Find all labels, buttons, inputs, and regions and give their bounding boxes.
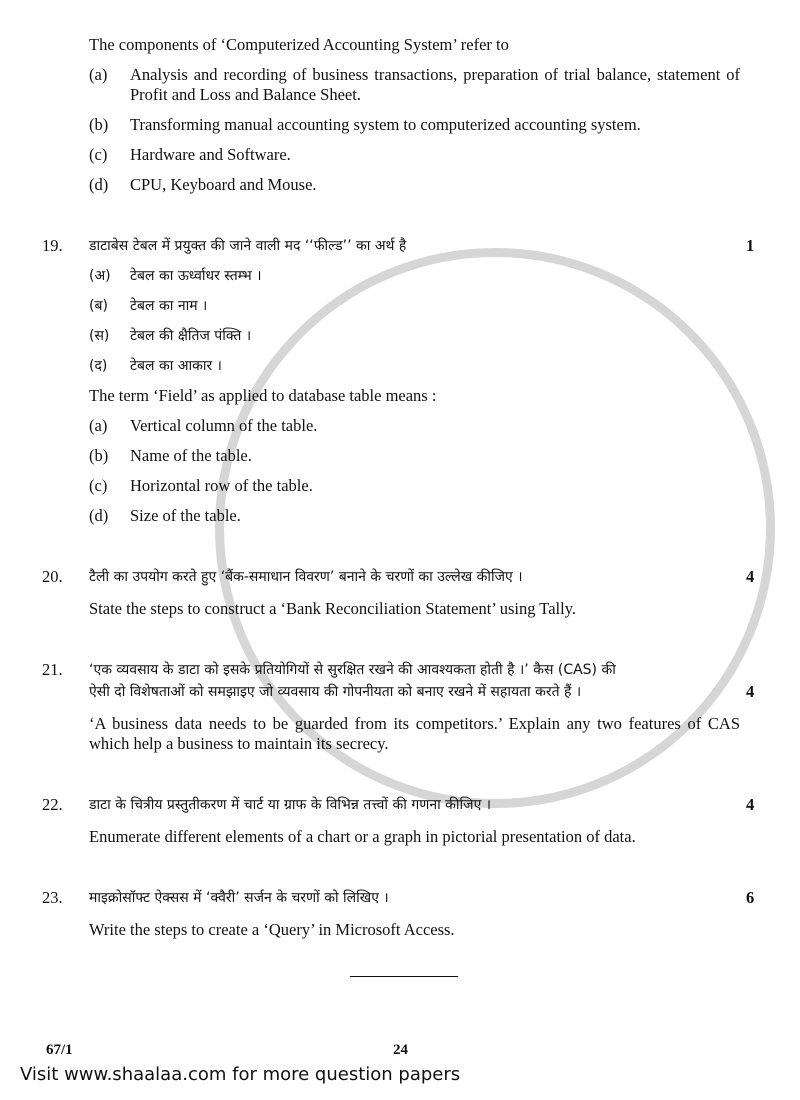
q18-option-label: (d) (89, 175, 109, 194)
q23-english: Write the steps to create a ‘Query’ in Microsoft Access. (89, 920, 455, 939)
q20-english: State the steps to construct a ‘Bank Reconciliation Statement’ using Tally. (89, 599, 577, 618)
q19-english: The term ‘Field’ as applied to database table means : (89, 386, 437, 405)
q19-option-text: Horizontal row of the table. (130, 476, 313, 495)
q19-number: 19. (42, 236, 63, 255)
page-number: 24 (393, 1042, 408, 1058)
q19-option-text: Name of the table. (130, 446, 252, 465)
q19-option-label: (d) (89, 506, 109, 525)
q23-hindi: माइक्रोसॉफ्ट ऐक्सस में ‘क्वैरी’ सर्जन के चरणों को लिखिए । (89, 890, 389, 906)
q19-hindi-option-text: टेबल का नाम । (130, 298, 208, 314)
q19-hindi-option-label: (द) (89, 358, 108, 374)
q19-marks: 1 (746, 236, 755, 255)
q19-hindi-option-label: (स) (89, 328, 110, 344)
q19-option-text: Size of the table. (130, 506, 241, 525)
question-18 (0, 35, 800, 195)
question-19 (0, 236, 800, 526)
q18-option-label: (b) (89, 115, 109, 134)
q22-number: 22. (42, 795, 63, 814)
q21-hindi-line1: ‘एक व्यवसाय के डाटा को इसके प्रतियोगियों से सुरक्षित रखने की आवश्यकता होती है ।’ कैस (CAS) की (89, 662, 616, 678)
q19-hindi-option-label: (ब) (89, 298, 108, 314)
question-22 (0, 795, 800, 847)
q19-option-label: (c) (89, 476, 108, 495)
q19-hindi-option-text: टेबल की क्षैतिज पंक्ति । (130, 328, 252, 344)
q23-number: 23. (42, 888, 63, 907)
q19-hindi-option-text: टेबल का ऊर्ध्वाधर स्तम्भ । (130, 268, 262, 284)
q19-option-text: Vertical column of the table. (130, 416, 318, 435)
q18-option-label: (a) (89, 65, 108, 84)
q20-hindi: टैली का उपयोग करते हुए ‘बैंक-समाधान विवरण’ बनाने के चरणों का उल्लेख कीजिए । (89, 569, 523, 585)
q18-stem: The components of ‘Computerized Accounting System’ refer to (89, 35, 509, 54)
questions (0, 35, 800, 977)
question-20 (0, 567, 800, 619)
q19-option-label: (a) (89, 416, 108, 435)
visit-link[interactable]: Visit www.shaalaa.com for more question papers (20, 1064, 461, 1085)
question-21 (0, 660, 800, 754)
q19-option-label: (b) (89, 446, 109, 465)
q20-number: 20. (42, 567, 63, 586)
q20-marks: 4 (746, 567, 755, 586)
q21-marks: 4 (746, 682, 755, 701)
q18-option-text: Transforming manual accounting system to computerized accounting system. (130, 115, 641, 134)
q21-number: 21. (42, 660, 63, 679)
paper-code: 67/1 (46, 1042, 73, 1058)
q22-marks: 4 (746, 795, 755, 814)
q18-option-text: CPU, Keyboard and Mouse. (130, 175, 317, 194)
q19-hindi-option-text: टेबल का आकार । (130, 358, 222, 374)
q21-hindi-line2: ऐसी दो विशेषताओं को समझाइए जो व्यवसाय की गोपनीयता को बनाए रखने में सहायता करते हैं । (89, 684, 582, 700)
q18-option-text: Analysis and recording of business transactions, preparation of trial balance, statement of Profit and Loss and Balance Sheet. (130, 65, 740, 104)
question-23 (0, 888, 800, 940)
q23-marks: 6 (746, 888, 755, 907)
q21-english: ‘A business data needs to be guarded from its competitors.’ Explain any two features of CAS which help a business to maintain its secrecy. (89, 714, 740, 753)
q22-hindi: डाटा के चित्रीय प्रस्तुतीकरण में चार्ट या ग्राफ के विभिन्न तत्त्वों की गणना कीजिए । (89, 797, 492, 813)
q22-english: Enumerate different elements of a chart or a graph in pictorial presentation of data. (89, 827, 636, 846)
q19-hindi-option-label: (अ) (89, 268, 111, 284)
end-rule-divider (350, 976, 458, 977)
q18-option-text: Hardware and Software. (130, 145, 291, 164)
q19-hindi: डाटाबेस टेबल में प्रयुक्त की जाने वाली मद ‘‘फील्ड’’ का अर्थ है (89, 238, 407, 254)
q18-option-label: (c) (89, 145, 108, 164)
